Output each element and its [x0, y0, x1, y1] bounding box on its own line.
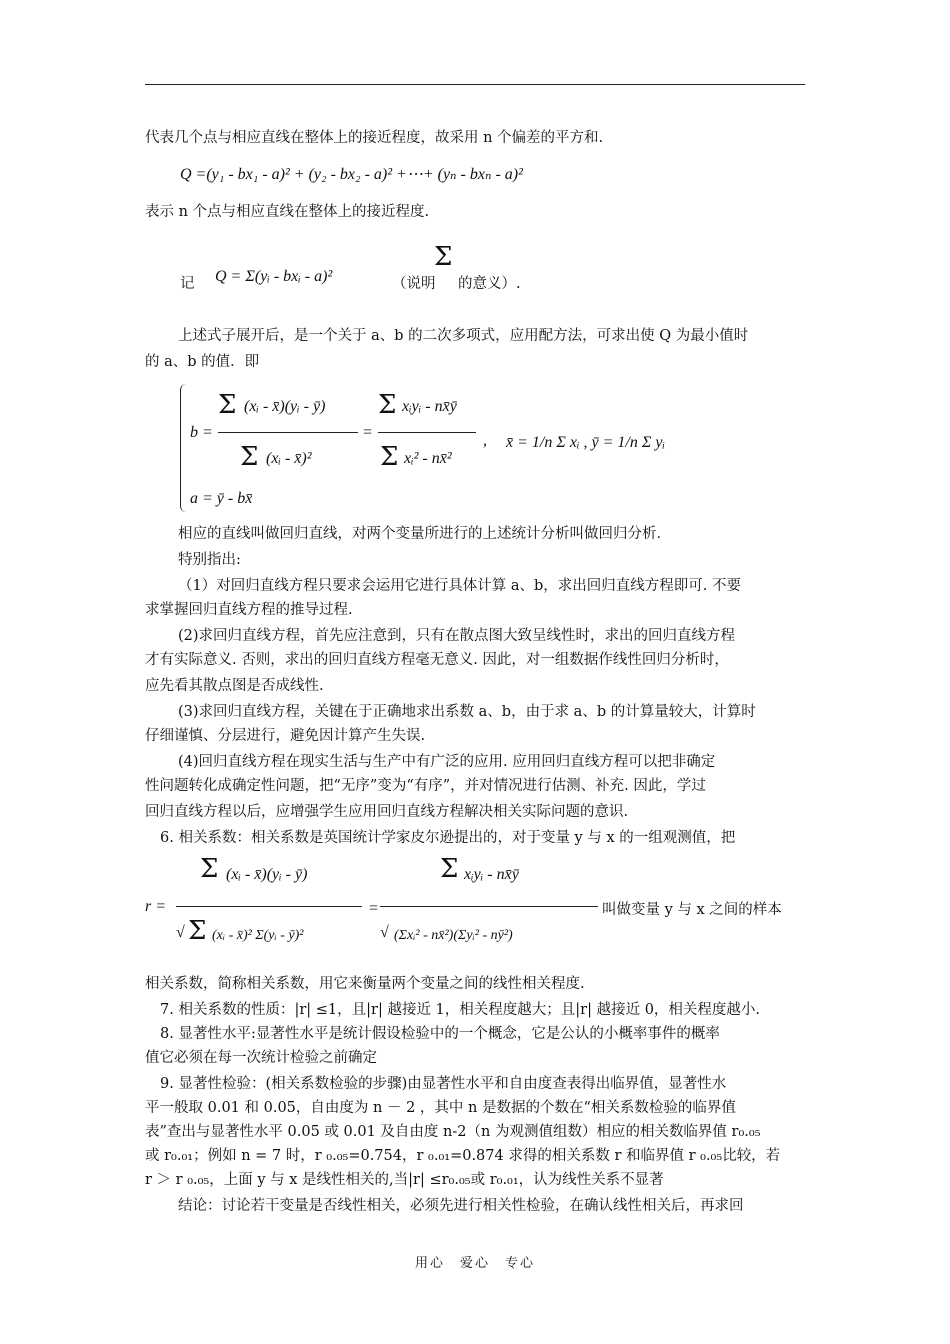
- paragraph: 应先看其散点图是否成线性.: [145, 678, 324, 694]
- formula-q: Q =(y₁ - bx₁ - a)² + (y₂ - bx₂ - a)² +⋯+ (yₙ - bxₙ - a)²: [180, 166, 523, 183]
- label-yiyi: 的意义）.: [458, 276, 521, 292]
- sigma-symbol: Σ: [378, 390, 397, 420]
- paragraph: 才有实际意义. 否则，求出的回归直线方程毫无意义. 因此，对一组数据作线性回归分析时，: [145, 652, 729, 668]
- formula-q-sum: Q = Σ(yᵢ - bxᵢ - a)²: [215, 268, 333, 285]
- paragraph: r ＞ r ₀.₀₅，上面 y 与 x 是线性相关的,当|r| ≤r₀.₀₅或 r₀.₀₁，认为线性关系不显著: [145, 1172, 664, 1188]
- equals: =: [368, 900, 379, 917]
- b-denominator-2: xᵢ² - nx̄²: [404, 450, 452, 467]
- a-formula: a = ȳ - bx̄: [190, 490, 253, 507]
- paragraph: 求掌握回归直线方程的推导过程.: [145, 602, 353, 618]
- paragraph: 相关系数，简称相关系数，用它来衡量两个变量之间的线性相关程度.: [145, 976, 585, 992]
- paragraph: 值它必须在每一次统计检验之前确定: [145, 1050, 377, 1066]
- system-brace: [180, 384, 189, 512]
- paragraph: 特别指出:: [178, 552, 241, 568]
- sigma-symbol: Σ: [434, 242, 453, 272]
- paragraph: 仔细谨慎、分层进行，避免因计算产生失误.: [145, 728, 426, 744]
- label-ji: 记: [180, 276, 195, 292]
- sqrt-symbol: √: [380, 924, 389, 941]
- b-denominator: (xᵢ - x̄)²: [266, 450, 312, 467]
- b-numerator: (xᵢ - x̄)(yᵢ - ȳ): [244, 398, 326, 415]
- paragraph: 相应的直线叫做回归直线，对两个变量所进行的上述统计分析叫做回归分析．: [178, 526, 671, 542]
- sqrt-symbol: √: [176, 924, 185, 941]
- paragraph: 的 a、b 的值．即: [145, 354, 260, 370]
- fraction-bar: [380, 906, 598, 907]
- r-label: r =: [145, 898, 167, 915]
- fraction-bar: [176, 906, 362, 907]
- r-denominator: (xᵢ - x̄)² Σ(yᵢ - ȳ)²: [212, 928, 304, 943]
- sigma-symbol: Σ: [440, 854, 459, 884]
- b-numerator-2: xᵢyᵢ - nx̄ȳ: [402, 398, 457, 415]
- paragraph: 表”查出与显著性水平 0.05 或 0.01 及自由度 n-2（n 为观测值组数）相应的相关数临界值 r₀.₀₅: [145, 1124, 761, 1140]
- paragraph: 6. 相关系数：相关系数是英国统计学家皮尔逊提出的，对于变量 y 与 x 的一组观测值，把: [160, 830, 736, 846]
- paragraph: (4)回归直线方程在现实生活与生产中有广泛的应用. 应用回归直线方程可以把非确定: [178, 754, 716, 770]
- sigma-symbol: Σ: [188, 916, 207, 946]
- paragraph: （1）对回归直线方程只要求会运用它进行具体计算 a、b，求出回归直线方程即可. 不要: [178, 578, 741, 594]
- fraction-bar: [218, 432, 358, 433]
- page-footer: 用心 爱心 专心: [414, 1256, 535, 1271]
- paragraph: (3)求回归直线方程，关键在于正确地求出系数 a、b，由于求 a、b 的计算量较大，计算时: [178, 704, 756, 720]
- r-numerator: (xᵢ - x̄)(yᵢ - ȳ): [226, 866, 308, 883]
- paragraph: 代表几个点与相应直线在整体上的接近程度，故采用 n 个偏差的平方和.: [145, 130, 604, 146]
- label-shuoming: （说明: [392, 276, 436, 292]
- header-rule: [145, 84, 805, 85]
- paragraph: (2)求回归直线方程，首先应注意到，只有在散点图大致呈线性时，求出的回归直线方程: [178, 628, 736, 644]
- means-formula: x̄ = 1/n Σ xᵢ , ȳ = 1/n Σ yᵢ: [506, 434, 665, 451]
- r-denominator-2: (Σxᵢ² - nx̄²)(Σyᵢ² - nȳ²): [394, 928, 513, 943]
- paragraph: 上述式子展开后，是一个关于 a、b 的二次多项式，应用配方法，可求出使 Q 为最小值时: [178, 328, 749, 344]
- paragraph: 性问题转化成确定性问题，把“无序”变为“有序”，并对情况进行估测、补充. 因此，学过: [145, 778, 706, 794]
- comma: ,: [483, 432, 487, 449]
- paragraph: 8. 显著性水平:显著性水平是统计假设检验中的一个概念，它是公认的小概率事件的概率: [160, 1026, 720, 1042]
- sigma-symbol: Σ: [380, 442, 399, 472]
- paragraph: 表示 n 个点与相应直线在整体上的接近程度.: [145, 204, 430, 220]
- paragraph: 叫做变量 y 与 x 之间的样本: [602, 902, 782, 918]
- sigma-symbol: Σ: [218, 390, 237, 420]
- sigma-symbol: Σ: [200, 854, 219, 884]
- paragraph: 或 r₀.₀₁；例如 n = 7 时，r ₀.₀₅=0.754，r ₀.₀₁=0.874 求得的相关系数 r 和临界值 r ₀.₀₅比较，若: [145, 1148, 781, 1164]
- paragraph: 7. 相关系数的性质：|r| ≤1，且|r| 越接近 1，相关程度越大；且|r| 越接近 0，相关程度越小.: [160, 1002, 761, 1018]
- paragraph: 回归直线方程以后，应增强学生应用回归直线方程解决相关实际问题的意识.: [145, 804, 629, 820]
- b-label: b =: [190, 424, 213, 441]
- sigma-symbol: Σ: [240, 442, 259, 472]
- r-numerator-2: xᵢyᵢ - nx̄ȳ: [464, 866, 519, 883]
- equals: =: [362, 424, 373, 441]
- paragraph: 9. 显著性检验：(相关系数检验的步骤)由显著性水平和自由度查表得出临界值，显著性水: [160, 1076, 727, 1092]
- paragraph: 平一般取 0.01 和 0.05，自由度为 n － 2 ，其中 n 是数据的个数在“相关系数检验的临界值: [145, 1100, 736, 1116]
- fraction-bar: [378, 432, 476, 433]
- paragraph: 结论：讨论若干变量是否线性相关，必须先进行相关性检验，在确认线性相关后，再求回: [178, 1198, 744, 1214]
